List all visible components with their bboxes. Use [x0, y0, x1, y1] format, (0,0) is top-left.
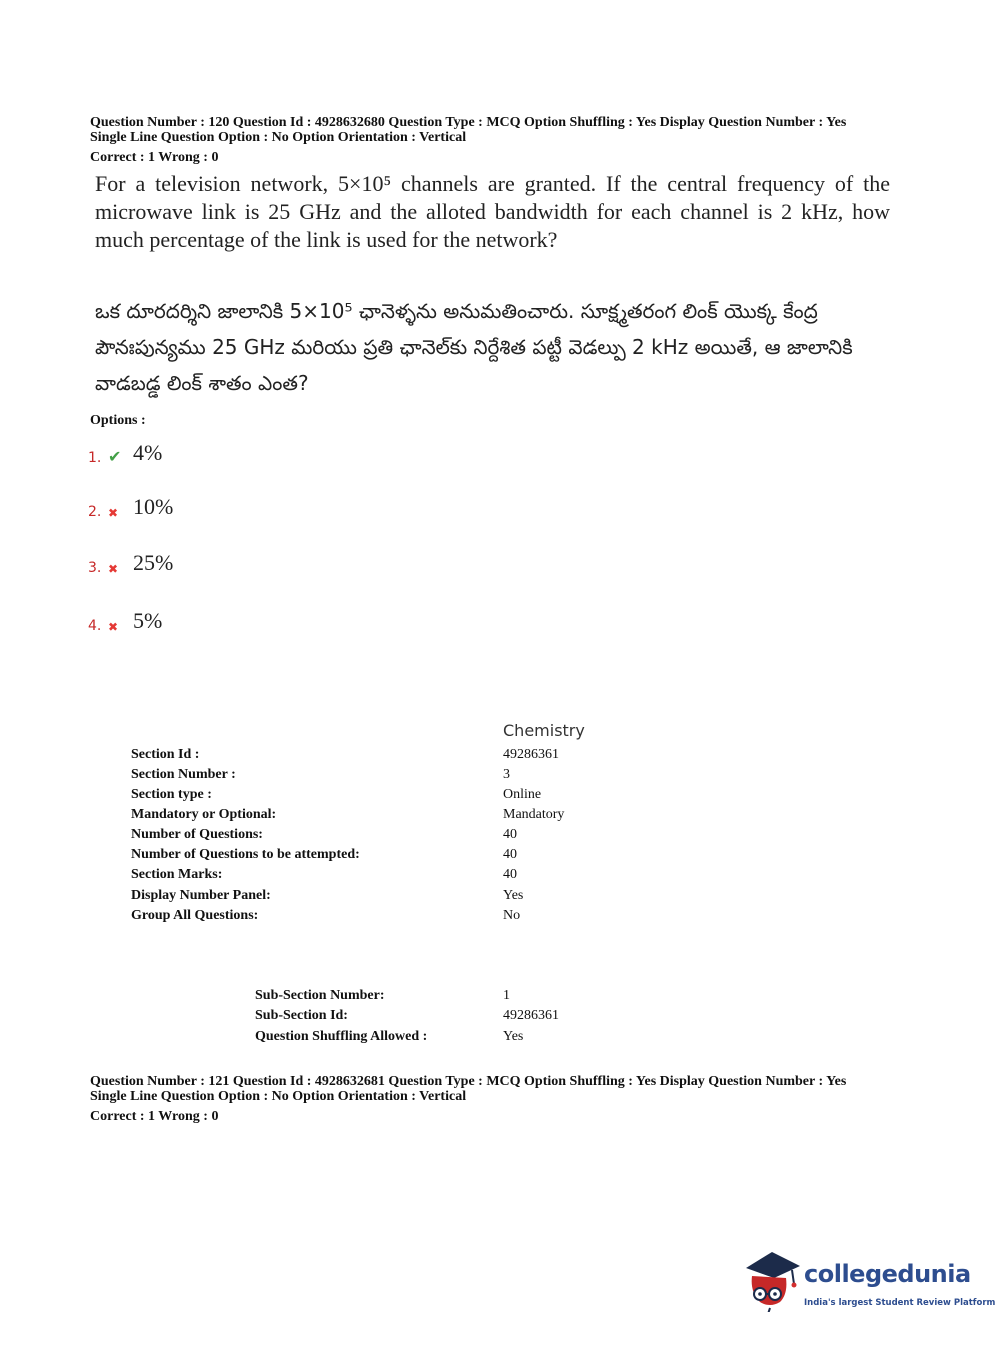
option-value: 4%	[133, 440, 163, 465]
option-1	[88, 432, 162, 466]
option-value: 10%	[133, 494, 174, 519]
subsection-row-label: Question Shuffling Allowed :	[255, 1029, 428, 1044]
cross-icon: ✖	[108, 562, 119, 576]
subsection-row-label: Sub-Section Number:	[255, 988, 385, 1003]
option-number: 1.	[88, 450, 102, 466]
section-row-value: 49286361	[503, 747, 559, 762]
section-row-value: 40	[503, 847, 517, 862]
cross-icon: ✖	[108, 620, 119, 634]
section-row-value: Online	[503, 787, 542, 802]
option-number: 3.	[88, 560, 102, 576]
mascot-icon	[742, 1248, 802, 1312]
question-120-text-english: For a television network, 5×10⁵ channels are granted. If the central frequency of the microwave link is 25 GHz and the alloted bandwidth for each channel is 2 kHz, how much percentage of the link is used for the network?	[95, 171, 890, 252]
option-number: 2.	[88, 504, 102, 520]
section-row-label: Section type :	[131, 787, 212, 802]
question-120-meta-line2: Single Line Question Option : No Option Orientation : Vertical	[90, 130, 467, 145]
question-120-meta-line1: Question Number : 120 Question Id : 4928632680 Question Type : MCQ Option Shuffling : Yes Display Question Number : Yes	[90, 115, 847, 130]
section-row-label: Section Marks:	[131, 867, 223, 882]
subsection-row-value: Yes	[503, 1029, 524, 1044]
option-value: 5%	[133, 608, 163, 633]
subsection-row-label: Sub-Section Id:	[255, 1008, 348, 1023]
question-121-meta-line1: Question Number : 121 Question Id : 4928632681 Question Type : MCQ Option Shuffling : Yes Display Question Number : Yes	[90, 1074, 847, 1089]
question-121-marks: Correct : 1 Wrong : 0	[90, 1109, 219, 1124]
section-row-label: Section Number :	[131, 767, 236, 782]
section-row-value: 40	[503, 827, 517, 842]
question-120-marks: Correct : 1 Wrong : 0	[90, 150, 219, 165]
collegedunia-logo	[742, 1248, 996, 1318]
section-row-label: Section Id :	[131, 747, 200, 762]
option-3	[88, 542, 173, 576]
options-label: Options :	[90, 413, 146, 428]
cross-icon: ✖	[108, 506, 119, 520]
section-row-value: 3	[503, 767, 510, 782]
section-row-value: Mandatory	[503, 807, 565, 822]
section-row-value: Yes	[503, 888, 524, 903]
subsection-row-value: 49286361	[503, 1008, 559, 1023]
option-2	[88, 486, 173, 520]
logo-wordmark: collegedunia	[804, 1260, 971, 1288]
section-row-label: Display Number Panel:	[131, 888, 271, 903]
section-heading: Chemistry	[503, 721, 585, 740]
question-121-meta-line2: Single Line Question Option : No Option Orientation : Vertical	[90, 1089, 467, 1104]
check-icon: ✔	[108, 447, 122, 466]
section-row-value: 40	[503, 867, 517, 882]
section-row-value: No	[503, 908, 521, 923]
option-number: 4.	[88, 618, 102, 634]
logo-tagline: India's largest Student Review Platform	[804, 1298, 996, 1308]
section-row-label: Group All Questions:	[131, 908, 259, 923]
option-value: 25%	[133, 550, 174, 575]
subsection-row-value: 1	[503, 988, 510, 1003]
question-120-text-telugu: ఒక దూరదర్శిని జాలానికి 5×10⁵ ఛానెళ్ళను అనుమతించారు. సూక్ష్మతరంగ లింక్ యొక్క కేంద్ర పౌనఃపున్యము 25 GHz మరియు ప్రతి ఛానెల్‌కు నిర్దేశిత పట్టీ వెడల్పు 2 kHz అయితే, ఆ జాలానికి వాడబడ్డ లింక్ శాతం ఎంత?	[95, 299, 853, 395]
section-row-label: Number of Questions to be attempted:	[131, 847, 360, 862]
section-row-label: Mandatory or Optional:	[131, 807, 277, 822]
section-row-label: Number of Questions:	[131, 827, 263, 842]
option-4	[88, 600, 162, 634]
